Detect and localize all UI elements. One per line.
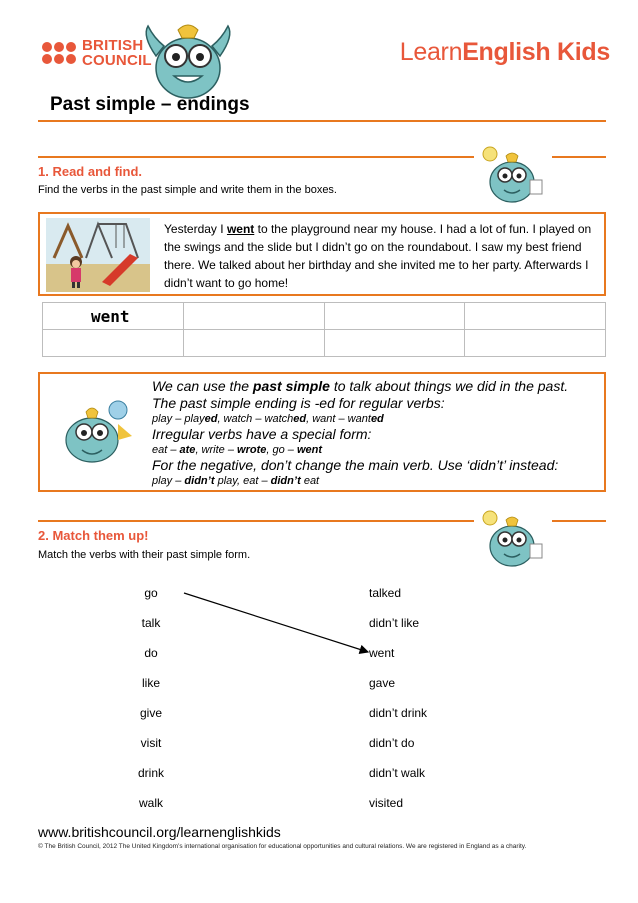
match-left-item[interactable]: like (141, 676, 160, 690)
learnenglish-kids-logo: LearnEnglish Kids (399, 38, 610, 66)
match-right-item[interactable]: visited (369, 796, 404, 810)
grammar-explanation: We can use the past simple to talk about things we did in the past. The past simple ending is -ed for regular verbs: play – played, watch – watched, want – wanted Irregular verbs have a special form: eat – ate, write – wrote, go – went For the negative, don’t change the main verb. Use ‘didn’t’ instead: play – didn’t play, eat – didn’t eat (152, 378, 569, 487)
page-title: Past simple – endings (50, 94, 250, 115)
section1-instruction: Find the verbs in the past simple and write them in the boxes. (38, 184, 337, 196)
match-left-item[interactable]: talk (141, 616, 161, 630)
footer-copyright: © The British Council, 2012 The United Kingdom’s international organisation for educational opportunities and cultural relations. We are registered in England as a charity. (38, 843, 527, 850)
british-council-wordmark: BRITISH COUNCIL (82, 37, 152, 69)
match-right-item[interactable]: didn’t like (369, 616, 420, 630)
match-right-item[interactable]: went (369, 646, 395, 660)
match-left-item[interactable]: do (144, 646, 158, 660)
section2-instruction: Match the verbs with their past simple form. (38, 549, 251, 561)
match-right-item[interactable]: talked (369, 586, 402, 600)
answer-cell[interactable]: went (43, 303, 184, 330)
reading-passage-text: Yesterday I went to the playground near my house. I had a lot of fun. I played on the swings and the slide but I didn’t go on the roundabout. I saw my best friend there. We talked about her birthday and she invited me to her party. Afterwards I didn’t want to go home! (164, 222, 592, 290)
match-right-item[interactable]: didn’t do (369, 736, 415, 750)
match-right-item[interactable]: didn’t drink (369, 706, 428, 720)
section2-title: 2. Match them up! (38, 528, 149, 543)
match-right-item[interactable]: didn’t walk (369, 766, 426, 780)
footer-url[interactable]: www.britishcouncil.org/learnenglishkids (38, 824, 281, 840)
match-right-item[interactable]: gave (369, 676, 396, 690)
match-left-item[interactable]: go (144, 586, 158, 600)
match-left-item[interactable]: give (139, 706, 162, 720)
match-left-item[interactable]: visit (140, 736, 162, 750)
match-left-item[interactable]: walk (138, 796, 163, 810)
match-left-item[interactable]: drink (137, 766, 164, 780)
section1-title: 1. Read and find. (38, 164, 143, 179)
highlighted-verb: went (226, 222, 255, 236)
